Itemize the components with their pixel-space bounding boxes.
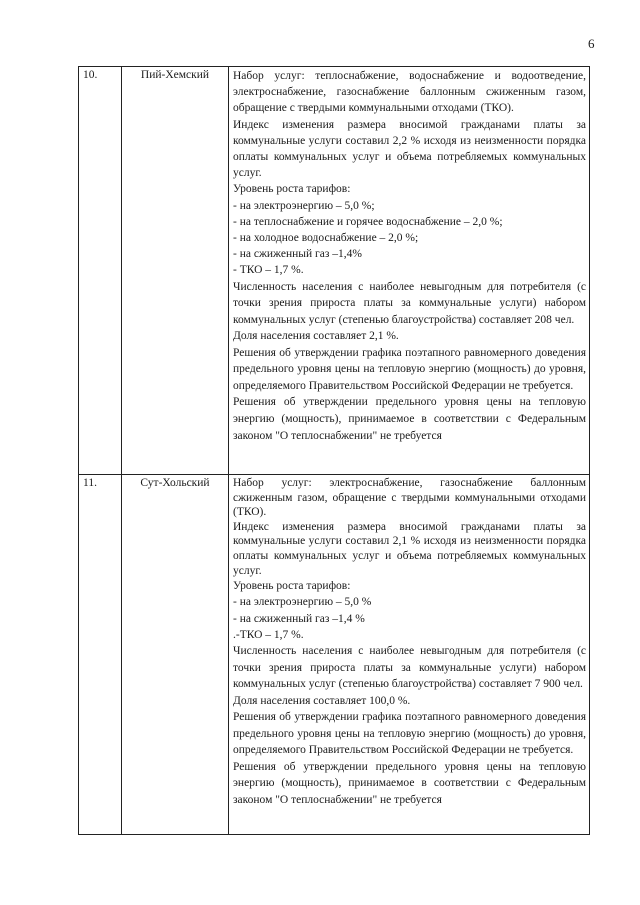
tariff-item: - на холодное водоснабжение – 2,0 %; (233, 232, 419, 245)
tariff-item: - на сжиженный газ –1,4 % (233, 612, 365, 625)
row-number: 10. (79, 67, 122, 475)
tariff-item: - на электроэнергию – 5,0 %; (233, 199, 375, 212)
row-number: 11. (79, 475, 122, 835)
decision-schedule-text: Решения об утверждении графика поэтапного равномерного доведения предельного уровня цены на тепловую энергию (мощность) до уровня, определяемого Правительством Российской Федерации не требуется. (233, 346, 586, 392)
tariff-item: - на теплоснабжение и горячее водоснабжение – 2,0 %; (233, 215, 503, 228)
tariff-item: - на электроэнергию – 5,0 % (233, 596, 372, 609)
decision-price-limit-text: Решения об утверждении предельного уровня цены на тепловую энергию (мощность), принимаемое в соответствии с Федеральным законом "О теплоснабжении" не требуется (233, 760, 586, 806)
population-share: Доля населения составляет 2,1 %. (233, 330, 399, 343)
row-description (229, 67, 590, 475)
population-text: Численность населения с наиболее невыгодным для потребителя (с точки зрения прироста платы за коммунальные услуги) набором коммунальных услуг (степенью благоустройства) составляет 7 900 чел. (233, 644, 586, 691)
tariff-item: - ТКО – 1,7 %. (233, 264, 304, 277)
population-share: Доля населения составляет 100,0 %. (233, 694, 411, 707)
decision-price-limit-text: Решения об утверждении предельного уровня цены на тепловую энергию (мощность), принимаемое в соответствии с Федеральным законом "О теплоснабжении" не требуется (233, 396, 586, 442)
row-description (229, 475, 590, 835)
tariff-header: Уровень роста тарифов: (233, 183, 351, 196)
population-text: Численность населения с наиболее невыгодным для потребителя (с точки зрения прироста платы за коммунальные услуги) набором коммунальных услуг (степенью благоустройства) составляет 208 чел. (233, 280, 586, 326)
page-number: 6 (588, 36, 595, 51)
index-text: Индекс изменения размера вносимой гражданами платы за коммунальные услуги составил 2,2 % исходя из неизменности порядка оплаты коммунальных услуг и объема потребляемых коммунальных услуг. (233, 118, 586, 180)
decision-schedule-text: Решения об утверждении графика поэтапного равномерного доведения предельного уровня цены на тепловую энергию (мощность) до уровня, определяемого Правительством Российской Федерации не требуется. (233, 710, 586, 757)
municipality-name: Пий-Хемский (122, 67, 229, 475)
index-text: Индекс изменения размера вносимой гражданами платы за коммунальные услуги составил 2,1 % исходя из неизменности порядка оплаты коммунальных услуг и объема потребляемых коммунальных услуг. (233, 520, 586, 577)
table-row (79, 67, 590, 475)
municipality-tariff-table (78, 66, 590, 835)
table-row (79, 475, 590, 835)
services-text: Набор услуг: электроснабжение, газоснабжение баллонным сжиженным газом, обращение с твердыми коммунальными отходами (ТКО). (233, 477, 586, 519)
services-text: Набор услуг: теплоснабжение, водоснабжение и водоотведение, электроснабжение, газоснабжение баллонным сжиженным газом, обращение с твердыми коммунальными отходами (ТКО). (233, 70, 586, 115)
tariff-item: - на сжиженный газ –1,4% (233, 248, 362, 261)
tariff-item: .-ТКО – 1,7 %. (233, 628, 304, 641)
tariff-header: Уровень роста тарифов: (233, 580, 351, 593)
municipality-name: Сут-Хольский (122, 475, 229, 835)
